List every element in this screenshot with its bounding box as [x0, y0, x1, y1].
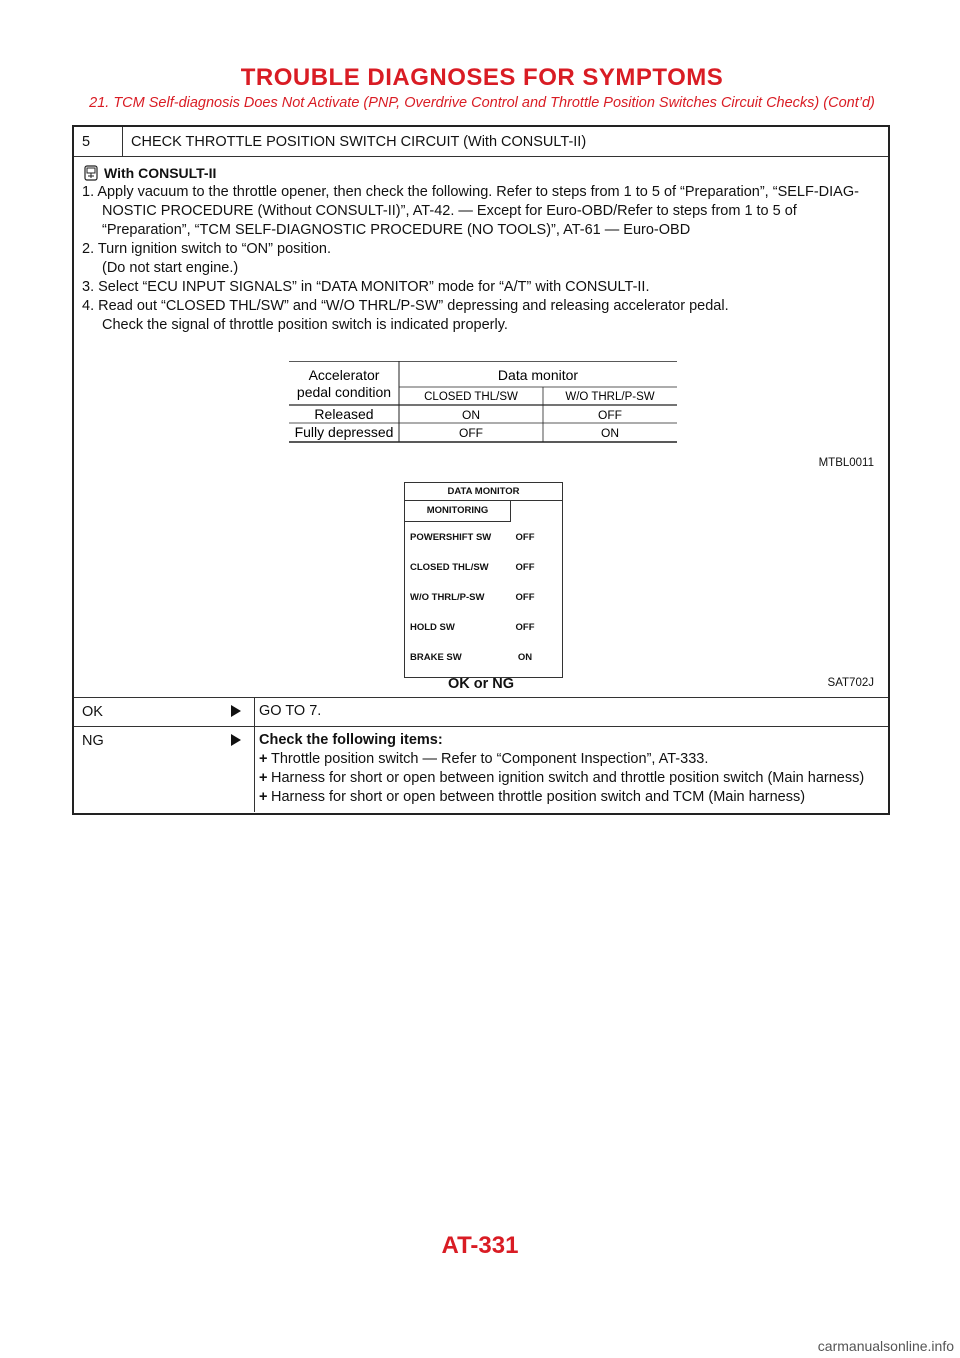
monitor-item-value: OFF — [515, 591, 535, 603]
procedure-line: NOSTIC PROCEDURE (Without CONSULT-II)”, AT-42. — Except for Euro-OBD/Refer to steps from 1 to 5 of — [102, 203, 797, 219]
step-header-row — [74, 127, 888, 157]
bullet-icon: + — [259, 789, 268, 805]
pedal-condition-table — [289, 361, 677, 443]
result-ok-action — [255, 698, 888, 726]
ok-action-text: GO TO 7. — [259, 703, 322, 719]
row-depressed-wo: ON — [601, 426, 619, 440]
procedure-line: 2. Turn ignition switch to “ON” position. — [82, 241, 332, 257]
arrow-right-icon — [230, 704, 242, 718]
result-ng-label: NG — [82, 733, 104, 749]
row-released-closed: ON — [462, 408, 480, 422]
procedure-line: Check the signal of throttle position switch is indicated properly. — [102, 317, 508, 333]
result-ok-label: OK — [82, 704, 103, 720]
result-ng-row — [74, 727, 888, 812]
step-title: CHECK THROTTLE POSITION SWITCH CIRCUIT (With CONSULT-II) — [131, 133, 587, 150]
monitor-item-value: ON — [517, 651, 533, 663]
watermark: carmanualsonline.info — [817, 1338, 954, 1354]
ng-item-text: Harness for short or open between throttle position switch and TCM (Main harness) — [271, 789, 806, 805]
mode-line — [82, 165, 216, 181]
data-monitor-screen — [404, 482, 563, 678]
monitor-item-value: OFF — [515, 621, 535, 633]
pedal-table-graphic — [289, 361, 677, 443]
arrow-right-icon — [230, 733, 242, 747]
col1-header-1: Accelerator — [308, 367, 380, 383]
procedure-line: 4. Read out “CLOSED THL/SW” and “W/O THRL/P-SW” depressing and releasing accelerator pedal. — [82, 298, 729, 314]
ng-item — [259, 750, 880, 769]
diagnosis-table — [72, 125, 890, 815]
monitor-subtitle: MONITORING — [405, 501, 511, 522]
ng-item — [259, 788, 880, 807]
bullet-icon: + — [259, 770, 268, 786]
result-ng-label-cell — [74, 727, 254, 812]
monitor-row — [405, 612, 562, 642]
procedure-line: 3. Select “ECU INPUT SIGNALS” in “DATA MONITOR” mode for “A/T” with CONSULT-II. — [82, 279, 650, 295]
monitor-item-name: CLOSED THL/SW — [410, 561, 489, 573]
data-monitor-header: Data monitor — [497, 367, 579, 383]
row-depressed-closed: OFF — [459, 426, 483, 440]
monitor-item-name: BRAKE SW — [410, 651, 462, 663]
monitor-item-name: POWERSHIFT SW — [410, 531, 492, 543]
ng-item-text: Harness for short or open between ignition switch and throttle position switch (Main harness) — [271, 770, 865, 786]
monitor-item-name: HOLD SW — [410, 621, 455, 633]
figure-ref: MTBL0011 — [818, 457, 874, 469]
mode-label: With CONSULT-II — [104, 165, 217, 181]
ng-item-text: Throttle position switch — Refer to “Component Inspection”, AT-333. — [271, 751, 709, 767]
ng-header: Check the following items: — [259, 732, 443, 748]
section-subtitle: 21. TCM Self-diagnosis Does Not Activate (PNP, Overdrive Control and Throttle Position Switches Circuit Checks) (Cont’d) — [89, 95, 875, 111]
monitor-row — [405, 582, 562, 612]
procedure-line: 1. Apply vacuum to the throttle opener, then check the following. Refer to steps from 1 to 5 of “Preparation”, “SELF-DIAG- — [82, 184, 859, 200]
ng-item — [259, 769, 880, 788]
row-released-wo: OFF — [598, 408, 622, 422]
result-ng-action — [255, 727, 888, 812]
procedure-steps — [82, 183, 877, 335]
procedure-line: (Do not start engine.) — [102, 260, 239, 276]
monitor-title: DATA MONITOR — [405, 483, 562, 501]
section-title: TROUBLE DIAGNOSES FOR SYMPTOMS — [240, 64, 724, 91]
procedure-line: “Preparation”, “TCM SELF-DIAGNOSTIC PROCEDURE (NO TOOLS)”, AT-61 — Euro-OBD — [102, 222, 691, 238]
row-released-label: Released — [314, 406, 374, 422]
monitor-row — [405, 522, 562, 552]
result-ok-row — [74, 698, 888, 727]
monitor-row — [405, 552, 562, 582]
monitor-item-name: W/O THRL/P-SW — [410, 591, 485, 603]
row-depressed-label: Fully depressed — [294, 424, 394, 440]
page-header — [72, 64, 892, 112]
monitor-item-value: OFF — [515, 531, 535, 543]
page-number: AT-331 — [441, 1232, 519, 1259]
closed-thl-header: CLOSED THL/SW — [424, 391, 518, 403]
result-ok-label-cell — [74, 698, 254, 726]
consult-tool-icon — [82, 165, 100, 181]
monitor-item-value: OFF — [515, 561, 535, 573]
bullet-icon: + — [259, 751, 268, 767]
step-content — [74, 157, 888, 698]
col1-header-2: pedal condition — [296, 384, 392, 400]
decision-label: OK or NG — [74, 672, 888, 698]
figure-ref: SAT702J — [827, 677, 874, 689]
step-number: 5 — [82, 133, 91, 150]
wo-thrl-header: W/O THRL/P-SW — [565, 391, 655, 403]
monitor-row — [405, 642, 562, 672]
